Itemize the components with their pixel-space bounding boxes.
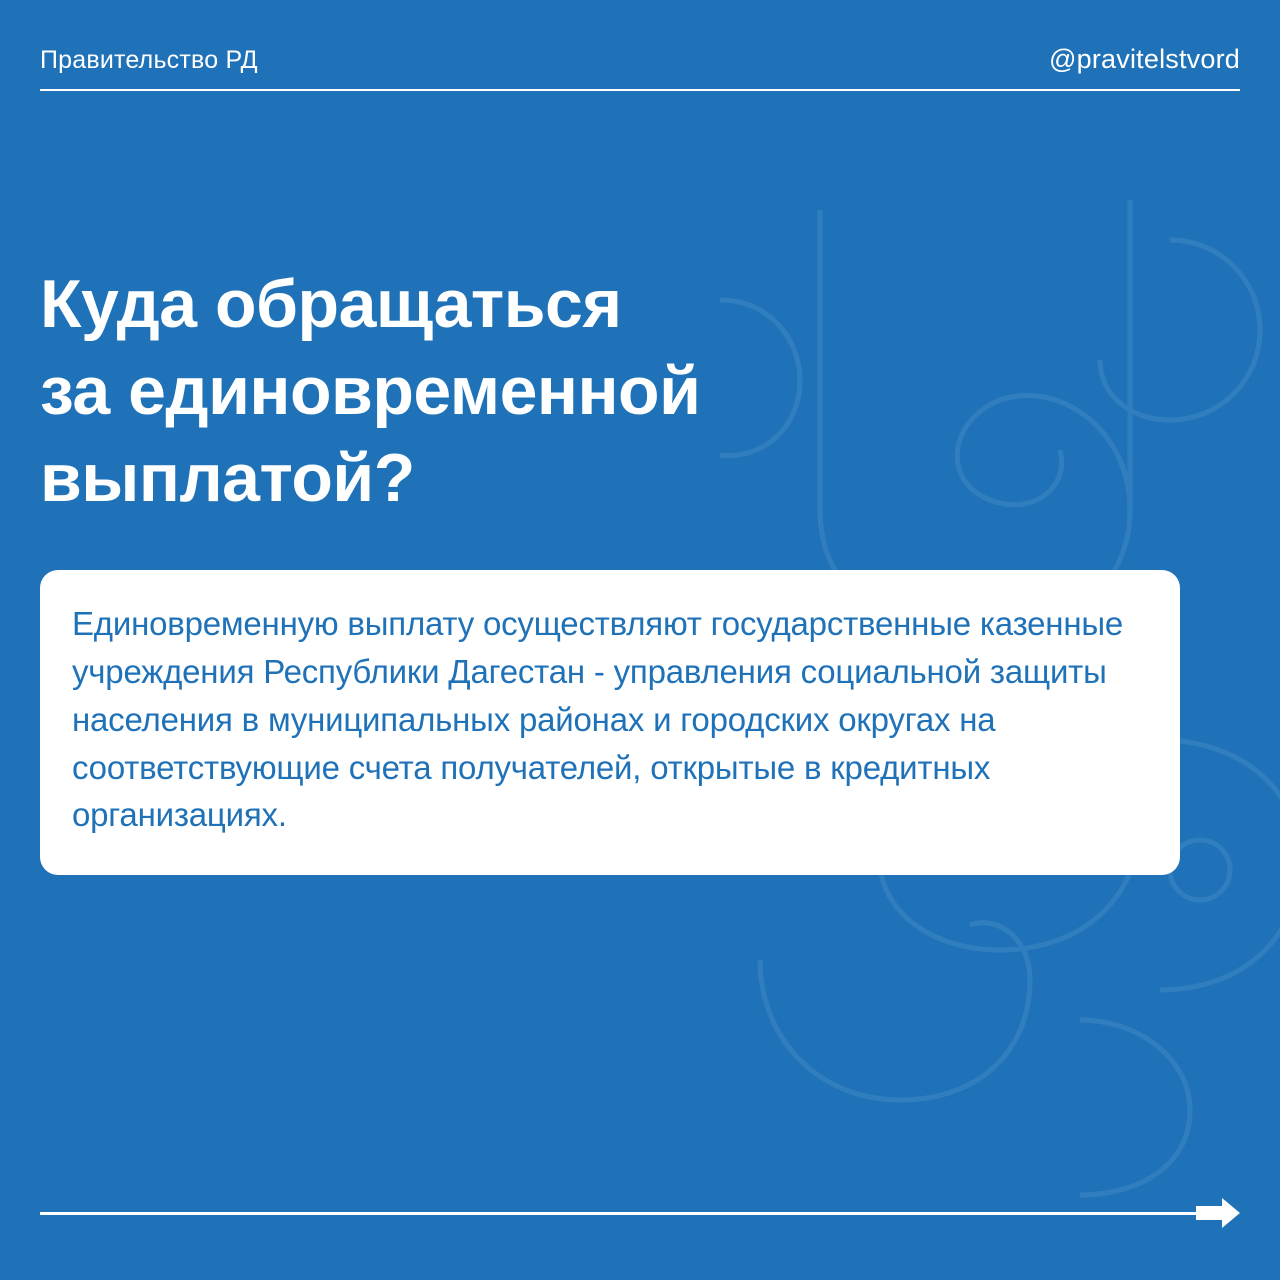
footer-divider: [40, 1212, 1204, 1215]
page-title-line-3: выплатой?: [40, 440, 415, 517]
header: [40, 0, 1240, 91]
page-title-line-2: за единовременной: [40, 353, 701, 430]
arrow-right-icon[interactable]: [1196, 1198, 1240, 1228]
info-card: [40, 570, 1180, 875]
brand-label: Правительство РД: [40, 46, 258, 74]
page-title-line-1: Куда обращаться: [40, 266, 622, 342]
footer-navigation: [40, 1198, 1240, 1228]
info-card-text: Единовременную выплату осуществляют государственные казенные учреждения Республики Дагестан - управления социальной защиты населения в муниципальных районах и городских округах на соответствующие счета получателей, открытые в кредитных организациях.: [72, 605, 1124, 834]
page-title: [40, 261, 940, 522]
social-handle: @pravitelstvord: [1049, 44, 1240, 74]
